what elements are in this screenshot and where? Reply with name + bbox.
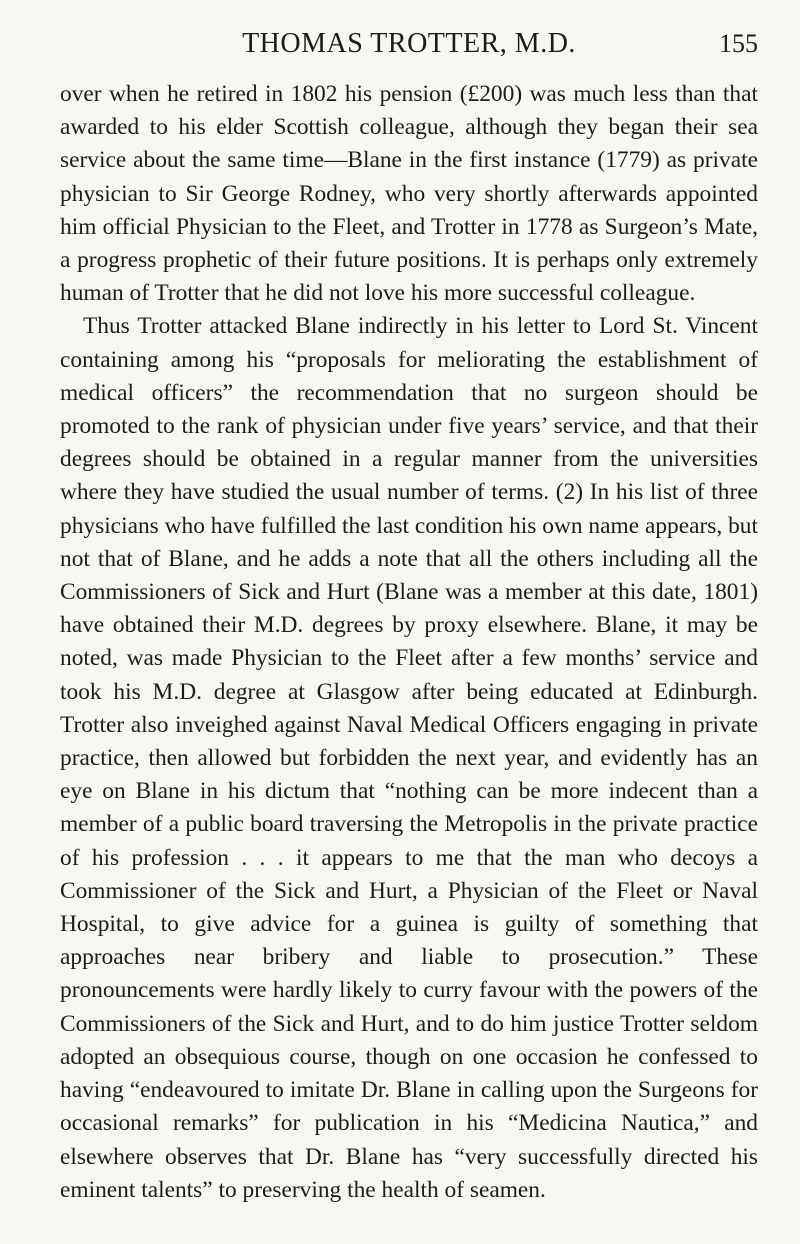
paragraph-continued: over when he retired in 1802 his pension (£200) was much less than that awarded to his elder Scottish colleague, although they began their sea service about the same time—Blane in the first instance (1779) as private physician to Sir George Rodney, who very shortly afterwards appointed him official Physician to the Fleet, and Trotter in 1778 as Surgeon’s Mate, a progress prophetic of their future positions. It is perhaps only extremely human of Trotter that he did not love his more successful colleague. bbox=[60, 81, 758, 307]
running-head bbox=[60, 24, 758, 64]
running-head-title: THOMAS TROTTER, M.D. bbox=[242, 28, 576, 59]
body-text bbox=[60, 78, 758, 1207]
page-number: 155 bbox=[719, 29, 758, 58]
paragraph: Thus Trotter attacked Blane indirectly in his letter to Lord St. Vincent containing among his “proposals for meliorating the establishment of medical officers” the recommendation that no surgeon should be promoted to the rank of physician under five years’ service, and that their degrees should be obtained in a regular manner from the universities where they have studied the usual number of terms. (2) In his list of three physicians who have fulfilled the last condition his own name appears, but not that of Blane, and he adds a note that all the others including all the Commissioners of Sick and Hurt (Blane was a member at this date, 1801) have obtained their M.D. degrees by proxy elsewhere. Blane, it may be noted, was made Physician to the Fleet after a few months’ service and took his M.D. degree at Glasgow after being educated at Edinburgh. Trotter also inveighed against Naval Medical Officers engaging in private practice, then allowed but forbidden the next year, and evidently has an eye on Blane in his dictum that “nothing can be more indecent than a member of a public board traversing the Metropolis in the private practice of his profession . . . it appears to me that the man who decoys a Commissioner of the Sick and Hurt, a Physician of the Fleet or Naval Hospital, to give advice for a guinea is guilty of something that approaches near bribery and liable to prosecution.” These pronouncements were hardly likely to curry favour with the powers of the Commissioners of the Sick and Hurt, and to do him justice Trotter seldom adopted an obsequious course, though on one occasion he confessed to having “endeavoured to imitate Dr. Blane in calling upon the Surgeons for occasional remarks” for publication in his “Medicina Nautica,” and elsewhere observes that Dr. Blane has “very successfully directed his eminent talents” to preserving the health of seamen. bbox=[60, 313, 758, 1203]
